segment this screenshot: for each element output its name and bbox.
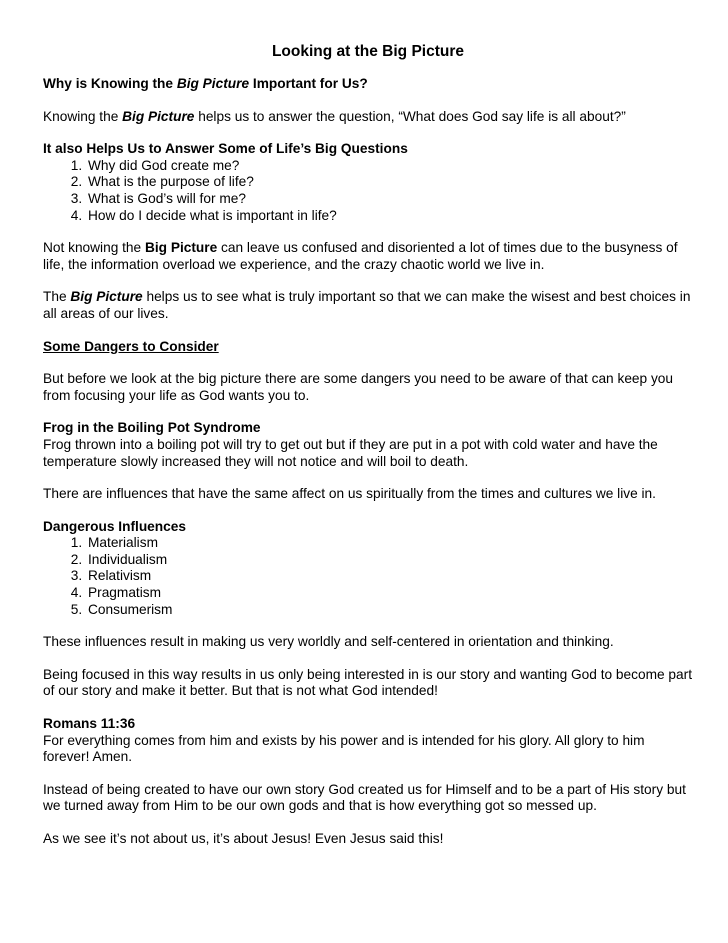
heading-text-post: Important for Us? [249, 76, 368, 91]
paragraph-not-knowing [43, 240, 693, 273]
heading-text-pre: Why is Knowing the [43, 76, 177, 91]
paragraph-text-post: can leave us confused and disoriented a lot of times due to the busyness of life, the information overload we experience, and the crazy chaotic world we live in. [43, 240, 678, 272]
paragraph-frog: Frog thrown into a boiling pot will try to get out but if they are put in a pot with cold water and have the temperature slowly increased they will not notice and will boil to death. [43, 436, 658, 469]
section-heading-frog: Frog in the Boiling Pot Syndrome [43, 420, 261, 436]
paragraph-text-emphasis: Big Picture [122, 108, 195, 124]
paragraph-text-bold: Big Picture [144, 240, 218, 256]
paragraph-instead: Instead of being created to have our own story God created us for Himself and to be a part of His story but we turned away from Him to be our own gods and that is how everything got so messed up. [43, 781, 686, 814]
paragraph-text-post: helps us to see what is truly important so that we can make the wisest and best choices in all areas of our lives. [43, 289, 691, 321]
paragraph-text-pre: Knowing the [43, 108, 123, 124]
list-item: 4. How do I decide what is important in life? [86, 208, 693, 225]
list-item: 2. What is the purpose of life? [86, 174, 693, 191]
questions-list [43, 158, 693, 224]
influences-list [43, 535, 693, 618]
page-title: Looking at the Big Picture [271, 43, 465, 60]
verse-text: For everything comes from him and exists by his power and is intended for his glory. All glory to him forever! Amen. [43, 732, 645, 765]
paragraph-text-pre: Not knowing the [43, 240, 145, 256]
paragraph-being-focused: Being focused in this way results in us only being interested in is our story and wanting God to become part of our story and make it better. But that is not what God intended! [43, 666, 692, 699]
paragraph-influences-result: These influences result in making us very worldly and self-centered in orientation and thinking. [43, 634, 614, 650]
paragraph-knowing [43, 109, 693, 126]
paragraph-influences-intro: There are influences that have the same affect on us spiritually from the times and cultures we live in. [43, 486, 656, 502]
paragraph-text-pre: The [43, 289, 71, 305]
section-heading-questions: It also Helps Us to Answer Some of Life’s Big Questions [43, 141, 408, 157]
list-item: 3. What is God’s will for me? [86, 191, 693, 208]
paragraph-text-post: helps us to answer the question, “What does God say life is all about?” [194, 108, 626, 124]
list-item: 4. Pragmatism [86, 585, 693, 602]
verse-reference: Romans 11:36 [43, 716, 136, 732]
section-heading-influences: Dangerous Influences [43, 518, 186, 534]
heading-text-emphasis: Big Picture [176, 76, 250, 91]
list-item: 1. Materialism [86, 535, 693, 552]
paragraph-big-picture-helps [43, 289, 693, 322]
list-item: 5. Consumerism [86, 602, 693, 619]
section-heading-dangers: Some Dangers to Consider [43, 338, 219, 354]
list-item: 3. Relativism [86, 568, 693, 585]
document-page [43, 43, 693, 848]
paragraph-not-about-us: As we see it’s not about us, it’s about Jesus! Even Jesus said this! [43, 831, 444, 846]
section-heading-why [43, 76, 693, 93]
list-item: 1. Why did God create me? [86, 158, 693, 175]
paragraph-text-emphasis: Big Picture [70, 289, 143, 305]
paragraph-before-we-look: But before we look at the big picture there are some dangers you need to be aware of that can keep you from focusing your life as God wants you to. [43, 371, 674, 403]
list-item: 2. Individualism [86, 552, 693, 569]
